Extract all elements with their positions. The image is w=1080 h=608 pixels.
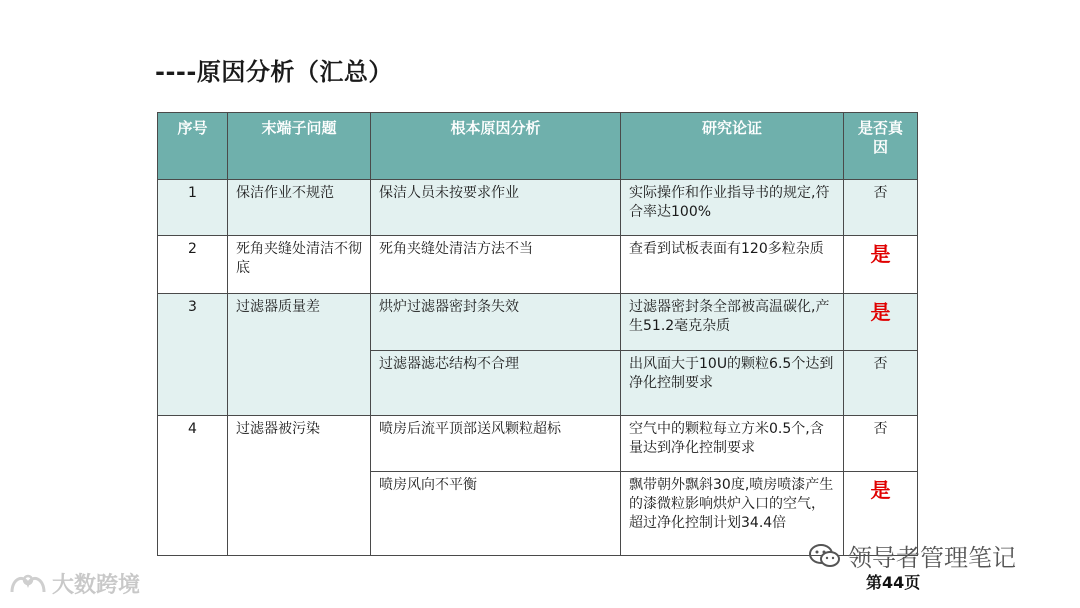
row-cause: 保洁人员未按要求作业 — [371, 180, 621, 236]
header-problem: 末端子问题 — [228, 113, 371, 180]
row-problem: 过滤器被污染 — [228, 416, 371, 556]
table-row — [158, 294, 918, 351]
watermark-text: 领导者管理笔记 — [848, 544, 1016, 572]
row-evidence: 出风面大于10U的颗粒6.5个达到净化控制要求 — [621, 351, 844, 416]
table-row — [158, 236, 918, 294]
row-evidence: 实际操作和作业指导书的规定,符合率达100% — [621, 180, 844, 236]
table-row — [158, 416, 918, 472]
cause-analysis-table — [157, 112, 918, 556]
row-no: 1 — [158, 180, 228, 236]
row-evidence: 飘带朝外飘斜30度,喷房喷漆产生的漆微粒影响烘炉入口的空气，超过净化控制计划34.4倍 — [621, 472, 844, 556]
row-problem: 过滤器质量差 — [228, 294, 371, 416]
table-row — [158, 180, 918, 236]
row-verdict: 否 — [844, 416, 918, 472]
row-cause: 喷房风向不平衡 — [371, 472, 621, 556]
table-header-row — [158, 113, 918, 180]
header-verdict: 是否真因 — [844, 113, 918, 180]
row-cause: 死角夹缝处清洁方法不当 — [371, 236, 621, 294]
row-evidence: 查看到试板表面有120多粒杂质 — [621, 236, 844, 294]
row-verdict: 否 — [844, 180, 918, 236]
row-cause: 喷房后流平顶部送风颗粒超标 — [371, 416, 621, 472]
wechat-icon — [808, 543, 842, 569]
header-no: 序号 — [158, 113, 228, 180]
logo-icon — [8, 570, 48, 598]
page-number: 第44页 — [866, 573, 921, 592]
row-problem: 保洁作业不规范 — [228, 180, 371, 236]
row-verdict: 是 — [844, 472, 918, 556]
row-evidence: 过滤器密封条全部被高温碳化,产生51.2毫克杂质 — [621, 294, 844, 351]
header-evidence: 研究论证 — [621, 113, 844, 180]
page-title: ----原因分析（汇总） — [155, 58, 393, 86]
row-no: 2 — [158, 236, 228, 294]
wechat-watermark — [808, 538, 1016, 573]
row-cause: 过滤器滤芯结构不合理 — [371, 351, 621, 416]
row-no: 3 — [158, 294, 228, 416]
row-verdict: 否 — [844, 351, 918, 416]
header-cause: 根本原因分析 — [371, 113, 621, 180]
row-problem: 死角夹缝处清洁不彻底 — [228, 236, 371, 294]
row-no: 4 — [158, 416, 228, 556]
row-verdict: 是 — [844, 236, 918, 294]
corner-logo — [8, 568, 140, 599]
row-cause: 烘炉过滤器密封条失效 — [371, 294, 621, 351]
row-verdict: 是 — [844, 294, 918, 351]
corner-logo-text: 大数跨境 — [52, 573, 141, 598]
row-evidence: 空气中的颗粒每立方米0.5个,含量达到净化控制要求 — [621, 416, 844, 472]
